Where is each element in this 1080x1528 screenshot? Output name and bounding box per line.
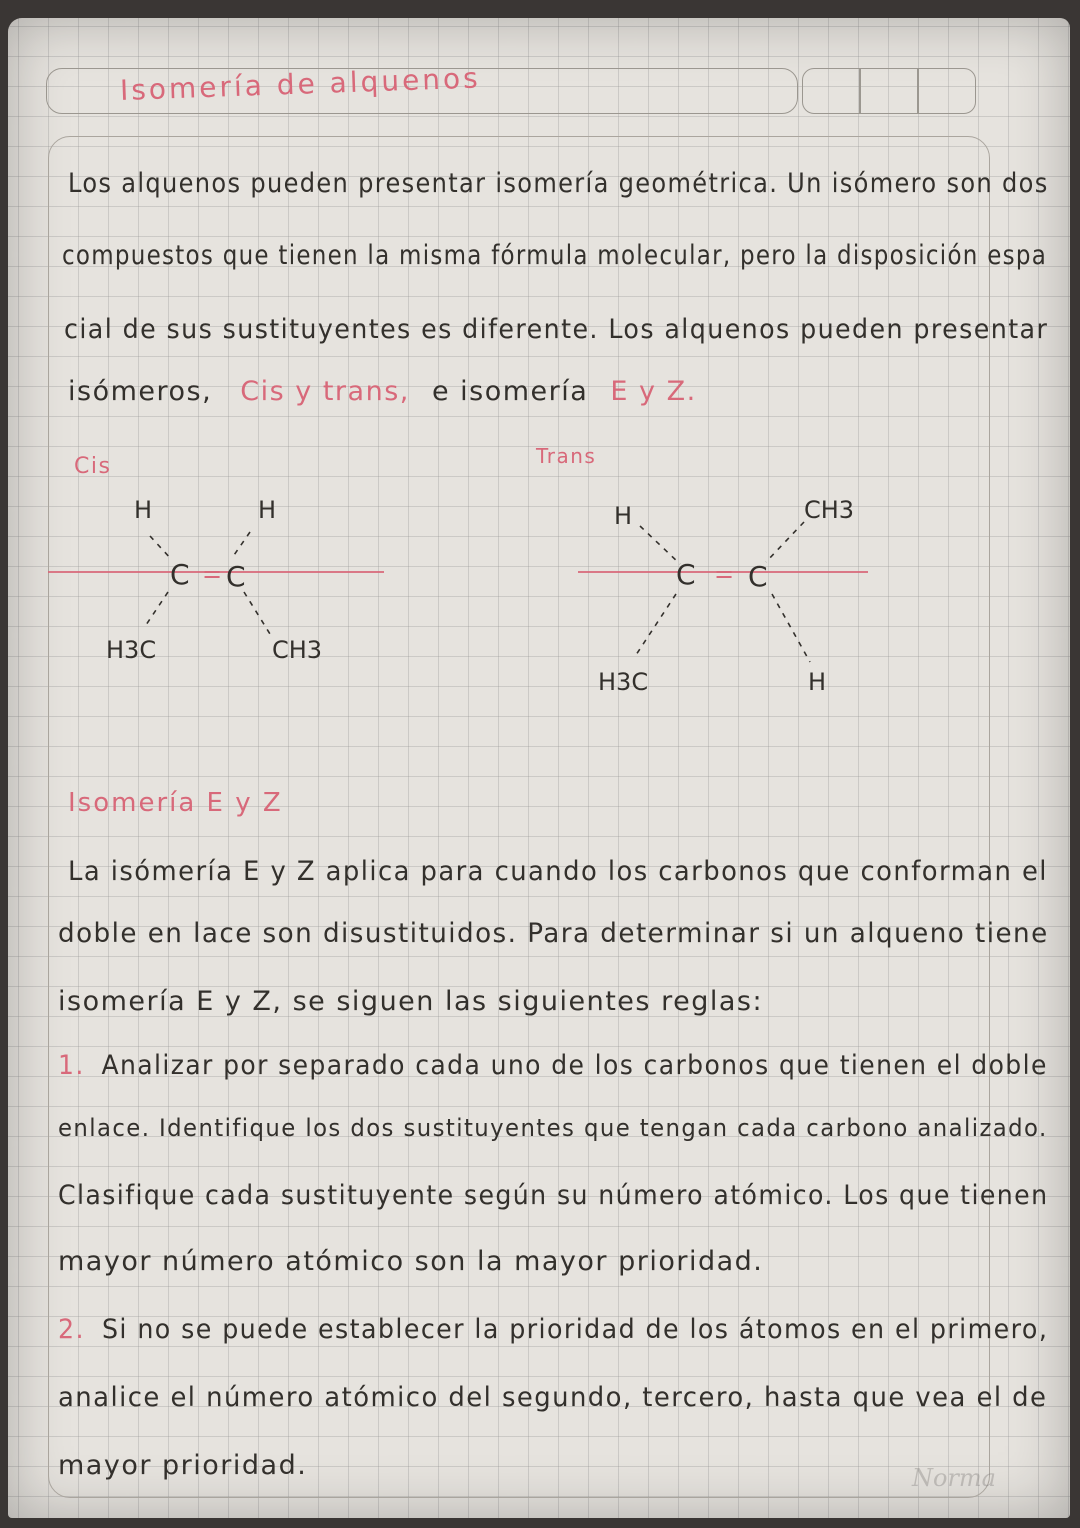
cis-double-bond: = xyxy=(202,560,223,588)
cis-bond-bottom-right xyxy=(244,592,270,634)
section-line-1: La isómería E y Z aplica para cuando los carbonos que conforman el xyxy=(68,856,1048,887)
cis-bond-top-left xyxy=(150,536,172,560)
rule-1-line-3: Clasifique cada sustituyente según su número atómico. Los que tienen xyxy=(58,1180,1049,1211)
cis-carbon-1: C xyxy=(170,558,190,591)
trans-top-right-group: CH3 xyxy=(804,496,855,524)
rule-1-line-2: enlace. Identifique los dos sustituyentes que tengan cada carbono analizado. xyxy=(58,1114,1048,1142)
cis-top-left-atom: H xyxy=(134,496,153,524)
cis-trans-term: Cis y trans, xyxy=(240,376,410,407)
trans-bond-top-right xyxy=(766,522,804,562)
trans-bond-top-left xyxy=(640,526,680,564)
cis-carbon-2: C xyxy=(226,560,246,593)
structure-diagrams xyxy=(8,18,1070,1518)
cis-bond-top-right xyxy=(232,532,250,558)
intro-line-3: cial de sus sustituyentes es diferente. Los alquenos pueden presentar xyxy=(64,314,1049,345)
rule-2-number: 2. xyxy=(58,1314,85,1345)
rule-2-line-2: analice el número atómico del segundo, tercero, hasta que vea el de xyxy=(58,1382,1048,1413)
cis-label: Cis xyxy=(74,454,112,479)
rule-2-line-3: mayor prioridad. xyxy=(58,1450,308,1481)
cis-bond-bottom-left xyxy=(144,592,168,628)
trans-bottom-left-group: H3C xyxy=(598,668,649,696)
ez-term: E y Z. xyxy=(610,376,697,407)
section-title: Isomería E y Z xyxy=(68,788,283,818)
section-line-2: doble en lace son disustituidos. Para determinar si un alqueno tiene xyxy=(58,918,1049,949)
brand-logo: Norma xyxy=(912,1464,996,1492)
cis-bottom-right-group: CH3 xyxy=(272,636,323,664)
trans-carbon-2: C xyxy=(748,560,768,593)
trans-top-left-atom: H xyxy=(614,502,633,530)
cis-bottom-left-group: H3C xyxy=(106,636,157,664)
trans-bond-bottom-left xyxy=(634,594,676,658)
trans-bond-bottom-right xyxy=(772,594,810,662)
section-line-3: isomería E y Z, se siguen las siguientes reglas: xyxy=(58,986,764,1017)
trans-bottom-right-atom: H xyxy=(808,668,827,696)
trans-label: Trans xyxy=(536,444,597,468)
intro-line-1: Los alquenos pueden presentar isomería geométrica. Un isómero son dos xyxy=(68,168,1049,199)
cis-structure xyxy=(48,496,384,664)
cis-top-right-atom: H xyxy=(258,496,277,524)
rule-2-text: Si no se puede establecer la prioridad de los átomos en el primero, xyxy=(101,1314,1049,1345)
page-title: Isomería de alquenos xyxy=(119,61,482,107)
intro-line-4-text: isómeros, xyxy=(68,376,213,407)
rule-1-line-1 xyxy=(58,1050,1048,1081)
trans-carbon-1: C xyxy=(676,558,696,591)
connector-text: e isomería xyxy=(431,376,589,407)
rule-1-text: Analizar por separado cada uno de los carbonos que tienen el doble xyxy=(101,1050,1048,1081)
rule-1-line-4: mayor número atómico son la mayor prioridad. xyxy=(58,1246,764,1277)
intro-line-2: compuestos que tienen la misma fórmula molecular, pero la disposición espa xyxy=(62,240,1048,271)
notebook-page xyxy=(8,18,1070,1518)
trans-structure xyxy=(578,496,868,696)
rule-1-number: 1. xyxy=(58,1050,85,1081)
trans-double-bond: = xyxy=(714,560,735,588)
rule-2-line-1 xyxy=(58,1314,1048,1345)
